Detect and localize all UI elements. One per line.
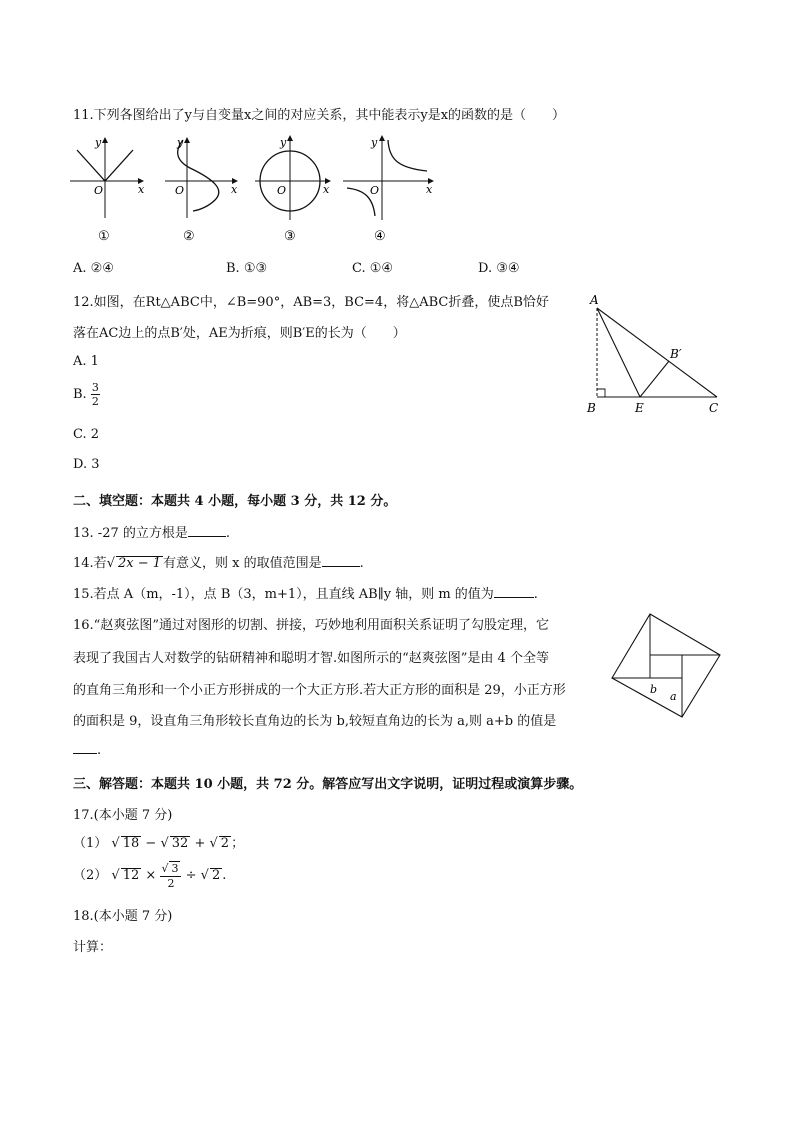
label-c: C <box>709 401 719 415</box>
q14-radicand: 2x − 1 <box>117 556 162 571</box>
q12-line1: 12.如图，在Rt△ABC中，∠B=90°，AB=3，BC=4，将△ABC折叠，使点B恰好 <box>73 295 549 310</box>
q17-title: 17.(本小题 7 分) <box>73 808 173 823</box>
label-b-prime: B′ <box>670 347 682 361</box>
q12-option-b <box>73 381 100 408</box>
section-3-heading: 三、解答题：本题共 10 小题，共 72 分。解答应写出文字说明，证明过程或演算步骤。 <box>73 777 583 792</box>
q11-stem: 11.下列各图给出了y与自变量x之间的对应关系，其中能表示y是x的函数的是（ ） <box>73 108 566 123</box>
q15 <box>73 583 538 602</box>
label-a-side: a <box>670 690 677 703</box>
graph-3-x: x <box>323 183 330 196</box>
sqrt-icon <box>160 836 168 851</box>
graph-1 <box>70 136 145 244</box>
graph-2-x: x <box>231 183 238 196</box>
sqrt-icon <box>201 868 209 883</box>
q17-p2-op2: ÷ <box>185 868 197 883</box>
q11-option-d: D. ③④ <box>478 261 520 276</box>
q17-p2-op1: × <box>145 868 157 883</box>
q17-part1 <box>73 832 244 851</box>
q14-prefix: 14.若 <box>73 556 107 571</box>
graph-1-x: x <box>138 183 145 196</box>
sqrt-icon <box>107 556 115 571</box>
label-a: A <box>590 293 599 307</box>
q15-end: . <box>533 587 538 602</box>
q11-option-a: A. ②④ <box>73 261 114 276</box>
q17-p1-op2: + <box>194 836 206 851</box>
q17-p1-r2: 32 <box>171 836 189 851</box>
q18-text: 计算： <box>73 940 113 955</box>
q14-mid: 有意义，则 x 的取值范围是 <box>163 556 322 571</box>
graph-1-caption: ① <box>98 229 110 244</box>
label-b-side: b <box>650 683 658 696</box>
q16-line4: 的面积是 9，设直角三角形较长直角边的长为 b,较短直角边的长为 a,则 a+b 的值是 <box>73 714 557 729</box>
q16-line1: 16.“赵爽弦图”通过对图形的切割、拼接，巧妙地利用面积关系证明了勾股定理，它 <box>73 618 549 633</box>
q16-answer <box>73 741 101 758</box>
graph-3 <box>255 136 330 244</box>
q13-end: . <box>225 526 231 541</box>
graph-1-y: y <box>95 136 102 149</box>
graph-2-o: O <box>175 184 185 197</box>
q12-option-b-num: 3 <box>91 381 99 394</box>
q17-p1-r1: 18 <box>122 836 140 851</box>
sqrt-icon <box>111 836 119 851</box>
sqrt-icon <box>209 836 217 851</box>
q18-title: 18.(本小题 7 分) <box>73 909 173 924</box>
graph-4-caption: ④ <box>374 229 386 244</box>
graph-3-caption: ③ <box>284 229 296 244</box>
graph-3-o: O <box>277 184 287 197</box>
graph-1-o: O <box>94 184 104 197</box>
q14 <box>73 552 364 571</box>
q17-part1-label: （1） <box>73 836 108 851</box>
graph-4-x: x <box>426 183 433 196</box>
q14-end: . <box>359 556 364 571</box>
q17-p1-r3: 2 <box>220 836 230 851</box>
q11-option-c: C. ①④ <box>352 261 394 276</box>
q12-triangle-figure <box>582 288 732 418</box>
q17-part2-label: （2） <box>73 868 108 883</box>
graph-4-o: O <box>370 184 380 197</box>
graph-4 <box>343 136 433 244</box>
graph-2-y: y <box>177 136 184 149</box>
graph-4-y: y <box>371 136 378 149</box>
q16-line2: 表现了我国古人对数学的钻研精神和聪明才智.如图所示的“赵爽弦图”是由 4 个全等 <box>73 651 549 666</box>
q11-option-b: B. ①③ <box>226 261 268 276</box>
q15-answer-blank[interactable] <box>494 585 534 598</box>
q12-option-b-fraction <box>91 381 100 408</box>
q17-part2 <box>73 861 226 890</box>
graph-2 <box>165 136 238 244</box>
q17-p2-r2: 2 <box>211 868 221 883</box>
q12-option-b-den: 2 <box>91 395 99 408</box>
q11-graphs <box>65 128 445 246</box>
q15-text: 15.若点 A（m，-1），点 B（3，m+1），且直线 AB∥y 轴，则 m 的值为 <box>73 587 494 602</box>
q17-p1-op1: − <box>145 836 157 851</box>
q16-answer-blank[interactable] <box>73 741 97 754</box>
label-b: B <box>587 401 596 415</box>
q13-answer-blank[interactable] <box>188 524 226 537</box>
q13-text: 13. -27 的立方根是 <box>73 526 188 541</box>
q17-p2-num: √ 3 <box>160 861 181 877</box>
q17-p2-fraction <box>160 861 181 890</box>
label-e: E <box>635 401 644 415</box>
section-2-heading: 二、填空题：本题共 4 小题，每小题 3 分，共 12 分。 <box>73 494 397 509</box>
zhao-shuang-figure <box>606 612 724 720</box>
q17-p1-end: ； <box>231 836 245 851</box>
q17-p2-den: 2 <box>167 877 175 890</box>
q12-option-a: A. 1 <box>73 354 99 369</box>
q12-option-d: D. 3 <box>73 457 100 472</box>
q17-p2-r1: 12 <box>122 868 140 883</box>
q16-line3: 的直角三角形和一个小正方形拼成的一个大正方形.若大正方形的面积是 29，小正方形 <box>73 683 566 698</box>
graph-2-caption: ② <box>183 229 195 244</box>
graph-3-y: y <box>280 136 287 149</box>
q12-option-c: C. 2 <box>73 427 100 442</box>
sqrt-icon <box>161 862 168 875</box>
q12-line2: 落在AC边上的点B′处，AE为折痕，则B′E的长为（ ） <box>73 326 406 341</box>
q14-answer-blank[interactable] <box>322 554 360 567</box>
q12-option-b-label: B. <box>73 387 87 402</box>
q16-end: . <box>97 743 102 758</box>
q13 <box>73 522 230 541</box>
sqrt-icon <box>111 868 119 883</box>
q17-p2-end: . <box>222 868 227 883</box>
